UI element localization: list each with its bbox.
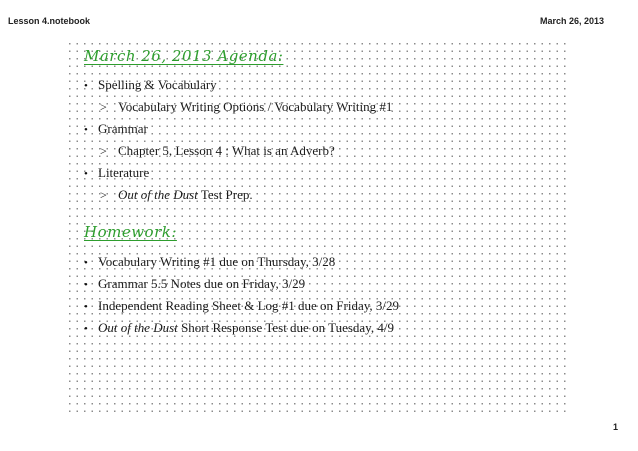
bullet-icon: • (84, 124, 88, 136)
bullet-icon: • (84, 301, 88, 313)
agenda-item-grammar (84, 121, 148, 137)
page-date: March 26, 2013 (539, 16, 604, 26)
agenda-item-label: Spelling & Vocabulary (98, 77, 217, 92)
book-title: Out of the Dust (118, 187, 198, 202)
homework-item-text: Vocabulary Writing #1 due on Thursday, 3/28 (98, 254, 336, 269)
agenda-subitem-test-prep (100, 187, 253, 203)
agenda-title: March 26, 2013 Agenda: (84, 47, 284, 65)
homework-item-text: Short Response Test due on Tuesday, 4/9 (177, 320, 394, 335)
book-title: Out of the Dust (98, 320, 178, 335)
agenda-subitem-label: Chapter 5, Lesson 4 : What is an Adverb? (118, 143, 335, 158)
homework-item-text: Grammar 5.5 Notes due on Friday, 3/29 (98, 276, 306, 291)
agenda-subitem-label: Test Prep. (197, 187, 253, 202)
agenda-item-literature (84, 165, 149, 181)
bullet-icon: • (84, 323, 88, 335)
arrow-icon: > (100, 188, 107, 202)
notebook-filename: Lesson 4.notebook (8, 16, 91, 26)
agenda-subitem-vocabulary (100, 99, 392, 115)
homework-item (84, 276, 305, 292)
homework-item-text: Independent Reading Sheet & Log #1 due on Friday, 3/29 (98, 298, 399, 313)
agenda-subitem-chapter (100, 143, 335, 159)
homework-title: Homework: (84, 223, 177, 241)
bullet-icon: • (84, 257, 88, 269)
agenda-item-label: Literature (98, 165, 150, 180)
bullet-icon: • (84, 279, 88, 291)
homework-item (84, 254, 335, 270)
agenda-subitem-label: Vocabulary Writing Options / Vocabulary Writing #1 (118, 99, 393, 114)
agenda-item-label: Grammar (98, 121, 148, 136)
agenda-item-spelling (84, 77, 217, 93)
page-number: 1 (612, 422, 618, 432)
homework-item (84, 320, 394, 336)
arrow-icon: > (100, 100, 107, 114)
homework-item (84, 298, 399, 314)
bullet-icon: • (84, 80, 88, 92)
bullet-icon: • (84, 168, 88, 180)
arrow-icon: > (100, 144, 107, 158)
